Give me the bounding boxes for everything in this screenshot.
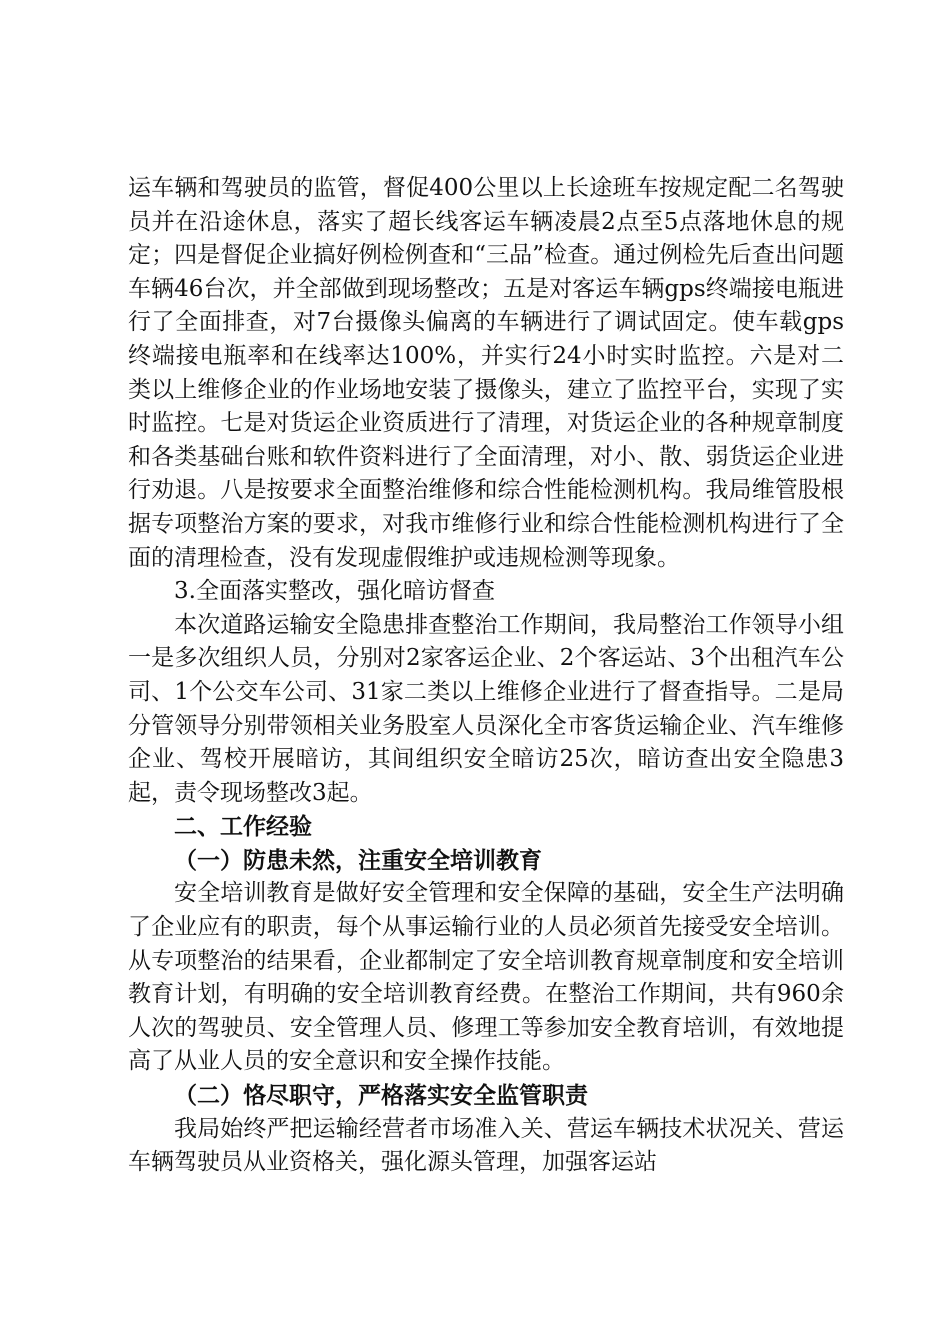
section-heading-experience: 二、工作经验 xyxy=(174,813,312,841)
subheading-rectification: 3.全面落实整改，强化暗访督查 xyxy=(174,578,495,605)
section-heading-supervision: （二）恪尽职守，严格落实安全监管职责 xyxy=(174,1082,588,1110)
section-heading-training: （一）防患未然，注重安全培训教育 xyxy=(174,846,542,874)
paragraph-supervision: 我局始终严把运输经营者市场准入关、营运车辆技术状况关、营运车辆驾驶员从业资格关，强化源头管理，加强客运站 xyxy=(128,1115,844,1176)
document-body xyxy=(128,172,844,1180)
paragraph-inspection: 本次道路运输安全隐患排查整治工作期间，我局整治工作领导小组一是多次组织人员，分别对2家客运企业、2个客运站、3个出租汽车公司、1个公交车公司、31家二类以上维修企业进行了督查指导。二是局分管领导分别带领相关业务股室人员深化全市客货运输企业、汽车维修企业、驾校开展暗访，其间组织安全暗访25次，暗访查出安全隐患3起，责令现场整改3起。 xyxy=(128,611,844,806)
paragraph-training: 安全培训教育是做好安全管理和安全保障的基础，安全生产法明确了企业应有的职责，每个从事运输行业的人员必须首先接受安全培训。从专项整治的结果看，企业都制定了安全培训教育规章制度和安全培训教育计划，有明确的安全培训教育经费。在整治工作期间，共有960余人次的驾驶员、安全管理人员、修理工等参加安全教育培训，有效地提高了从业人员的安全意识和安全操作技能。 xyxy=(128,880,844,1075)
paragraph-continued: 运车辆和驾驶员的监管，督促400公里以上长途班车按规定配二名驾驶员并在沿途休息，落实了超长线客运车辆凌晨2点至5点落地休息的规定；四是督促企业搞好例检例查和“三品”检查。通过例检先后查出问题车辆46台次，并全部做到现场整改；五是对客运车辆gps终端接电瓶进行了全面排查，对7台摄像头偏离的车辆进行了调试固定。使车载gps终端接电瓶率和在线率达100%，并实行24小时实时监控。六是对二类以上维修企业的作业场地安装了摄像头，建立了监控平台，实现了实时监控。七是对货运企业资质进行了清理，对货运企业的各种规章制度和各类基础台账和软件资料进行了全面清理，对小、散、弱货运企业进行劝退。八是按要求全面整治维修和综合性能检测机构。我局维管股根据专项整治方案的要求，对我市维修行业和综合性能检测机构进行了全面的清理检查，没有发现虚假维护或违规检测等现象。 xyxy=(128,175,844,571)
